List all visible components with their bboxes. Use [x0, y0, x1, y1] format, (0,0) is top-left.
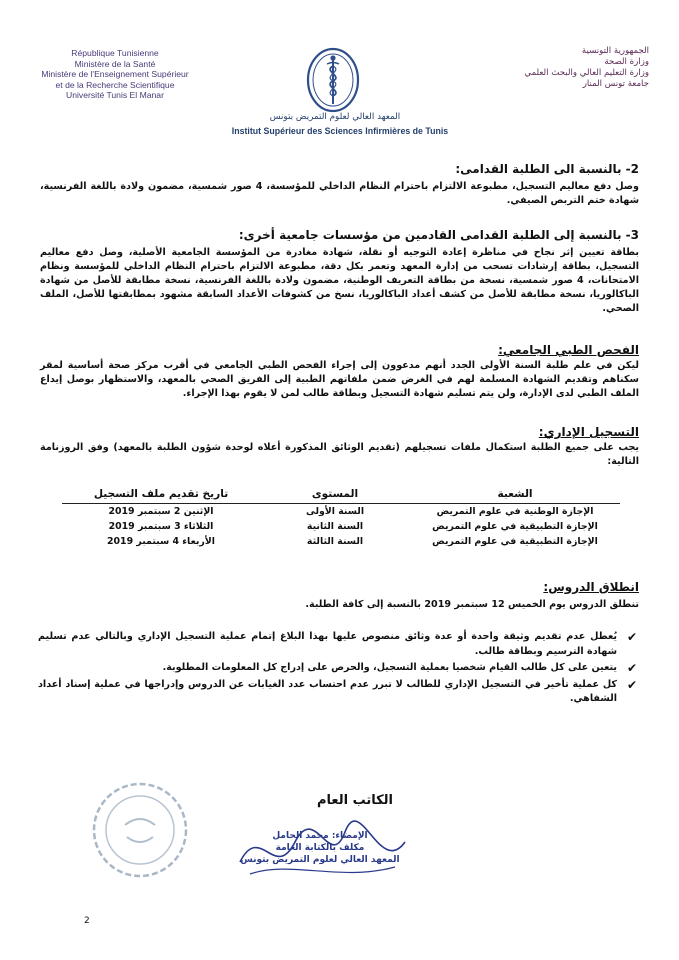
- admin-registration-title: التسجيل الإداري:: [538, 425, 639, 439]
- cell-date: الثلاثاء 3 سبتمبر 2019: [108, 520, 214, 532]
- header-arabic: [499, 46, 649, 90]
- col-header-level: المستوى: [260, 486, 410, 504]
- section-2-body: وصل دفع معاليم التسجيل، مطبوعة الالتزام باحترام النظام الداخلي للمؤسسة، 4 صور شمسية، مضمون ولادة باللغة الفرنسية، شهادة ختم التربص الصيفي.: [40, 181, 639, 206]
- notes-list: [38, 630, 639, 709]
- header-fr-line: Ministère de la Santé: [74, 58, 156, 69]
- medical-exam-title: الفحص الطبي الجامعي:: [498, 343, 639, 357]
- table-header-row: [62, 486, 620, 504]
- registration-schedule-table: [62, 486, 620, 549]
- list-item-text: كل عملية تأخير في التسجيل الإداري للطالب لا تبرر عدم احتساب عدد الغيابات عن الدروس وإدراجها في عملية إسناد أعداد الشفاهي.: [38, 678, 617, 704]
- header-ar-line: وزارة التعليم العالي والبحث العلمي: [524, 68, 649, 78]
- header-fr-line: Ministère de l'Enseignement Supérieur: [41, 69, 189, 80]
- table-row: [62, 504, 620, 519]
- cell-level: السنة الأولى: [305, 505, 365, 517]
- table-row: [62, 534, 620, 549]
- col-header-branch: الشعبة: [410, 486, 620, 504]
- checkmark-icon: ✔: [626, 677, 637, 692]
- cell-branch: الإجازة التطبيقية في علوم التمريض: [432, 520, 598, 532]
- institute-name-arabic: المعهد العالي لعلوم التمريض بتونس: [269, 112, 401, 122]
- header-french: [30, 48, 200, 101]
- list-item: [38, 661, 639, 676]
- table-row: [62, 519, 620, 534]
- caduceus-logo-icon: [305, 46, 361, 114]
- page-number: 2: [84, 916, 90, 926]
- cell-branch: الإجازة الوطنية في علوم التمريض: [436, 505, 594, 517]
- cell-level: السنة الثانية: [306, 520, 364, 532]
- header-fr-line: Université Tunis El Manar: [66, 90, 164, 101]
- classes-start-title: انطلاق الدروس:: [543, 580, 639, 594]
- list-item: [38, 630, 639, 659]
- official-stamp-icon: [85, 775, 195, 885]
- header-ar-line: جامعة تونس المنار: [582, 79, 649, 89]
- cell-date: الأربعاء 4 سبتمبر 2019: [107, 535, 215, 547]
- list-item-text: يُعطل عدم تقديم وثيقة واحدة أو عدة وثائق منصوص عليها بهذا البلاغ إتمام عملية التسجيل الإداري وبالتالي عدم تسليم شهادة الترسيم وبطاقة طالب.: [38, 631, 617, 657]
- header-ar-line: وزارة الصحة: [604, 57, 649, 67]
- signature-line: المعهد العالي لعلوم التمريض بتونس: [240, 855, 400, 865]
- section-3-title: 3- بالنسبة إلى الطلبة القدامى القادمين من مؤسسات جامعية أخرى:: [238, 228, 639, 242]
- checkmark-icon: ✔: [626, 661, 637, 675]
- signature-line: الإمضاء: محمد الحامل: [272, 831, 368, 841]
- col-header-date: تاريخ تقديم ملف التسجيل: [62, 486, 260, 504]
- signature-line: مكلف بالكتابة العامة: [275, 843, 365, 853]
- institute-name-french: Institut Supérieur des Sciences Infirmières de Tunis: [231, 126, 449, 136]
- cell-level: السنة الثالثة: [306, 535, 364, 547]
- list-item-text: يتعين على كل طالب القيام شخصيا بعملية التسجيل، والحرص على إدراج كل المعلومات المطلوبة.: [162, 662, 617, 673]
- header-fr-line: et de la Recherche Scientifique: [55, 79, 175, 90]
- header-ar-line: الجمهورية التونسية: [581, 46, 649, 56]
- admin-registration-body: يجب على جميع الطلبة استكمال ملفات تسجيلهم (تقديم الوثائق المذكورة أعلاه لوحدة شؤون الطلبة بالمعهد) وفق الروزنامة التالية:: [40, 442, 639, 467]
- cell-date: الإثنين 2 سبتمبر 2019: [108, 505, 214, 517]
- medical-exam-body: ليكن في علم طلبة السنة الأولى الجدد أنهم مدعوون إلى إجراء الفحص الطبي الجامعي في أقرب مركز صحة أساسية لمقر سكناهم وتقديم الشهادة المسلمة لهم في الغرض ضمن ملفاتهم الطبية إلى الفريق الصحي بالمعهد، والاستظهار بوصل إيداع الملف الطبي لدى الإدارة، ولن يتم تسليم شهادة التسجيل وبطاقة طالب لمن لا يقوم بهذا الإجراء.: [40, 360, 639, 399]
- cell-branch: الإجازة التطبيقية في علوم التمريض: [432, 535, 598, 547]
- signature-stamp-text: [230, 830, 410, 866]
- header-fr-line: République Tunisienne: [71, 48, 159, 58]
- list-item: [38, 678, 639, 707]
- checkmark-icon: ✔: [626, 630, 637, 644]
- classes-start-body: تنطلق الدروس يوم الخميس 12 سبتمبر 2019 بالنسبة إلى كافة الطلبة.: [305, 599, 639, 610]
- section-2-title: 2- بالنسبة الى الطلبة القدامى:: [455, 162, 639, 176]
- general-secretary-title: الكاتب العام: [316, 793, 394, 808]
- section-3-body: بطاقة تعيين إثر نجاح في مناظرة إعادة التوجيه أو نقلة، شهادة مغادرة من المؤسسة الجامعية الأصلية، وصل دفع معاليم التسجيل، بطاقة إرشادات تسحب من إدارة المعهد وتعمر بكل دقة، مطبوعة الالتزام باحترام النظام الداخلي للمؤسسة ونظام الامتحانات، 4 صور شمسية، نسخة من بطاقة التعريف الوطنية، مضمون ولادة باللغة الفرنسية، نسخة مطابقة للأصل من شهادة الباكالوريا، نسخة مطابقة للأصل من كشف أعداد الباكالوريا، نسخ من كشوفات الأعداد السابقة مشهود بمطابقتها للأصل، الملف الصحي.: [40, 247, 640, 314]
